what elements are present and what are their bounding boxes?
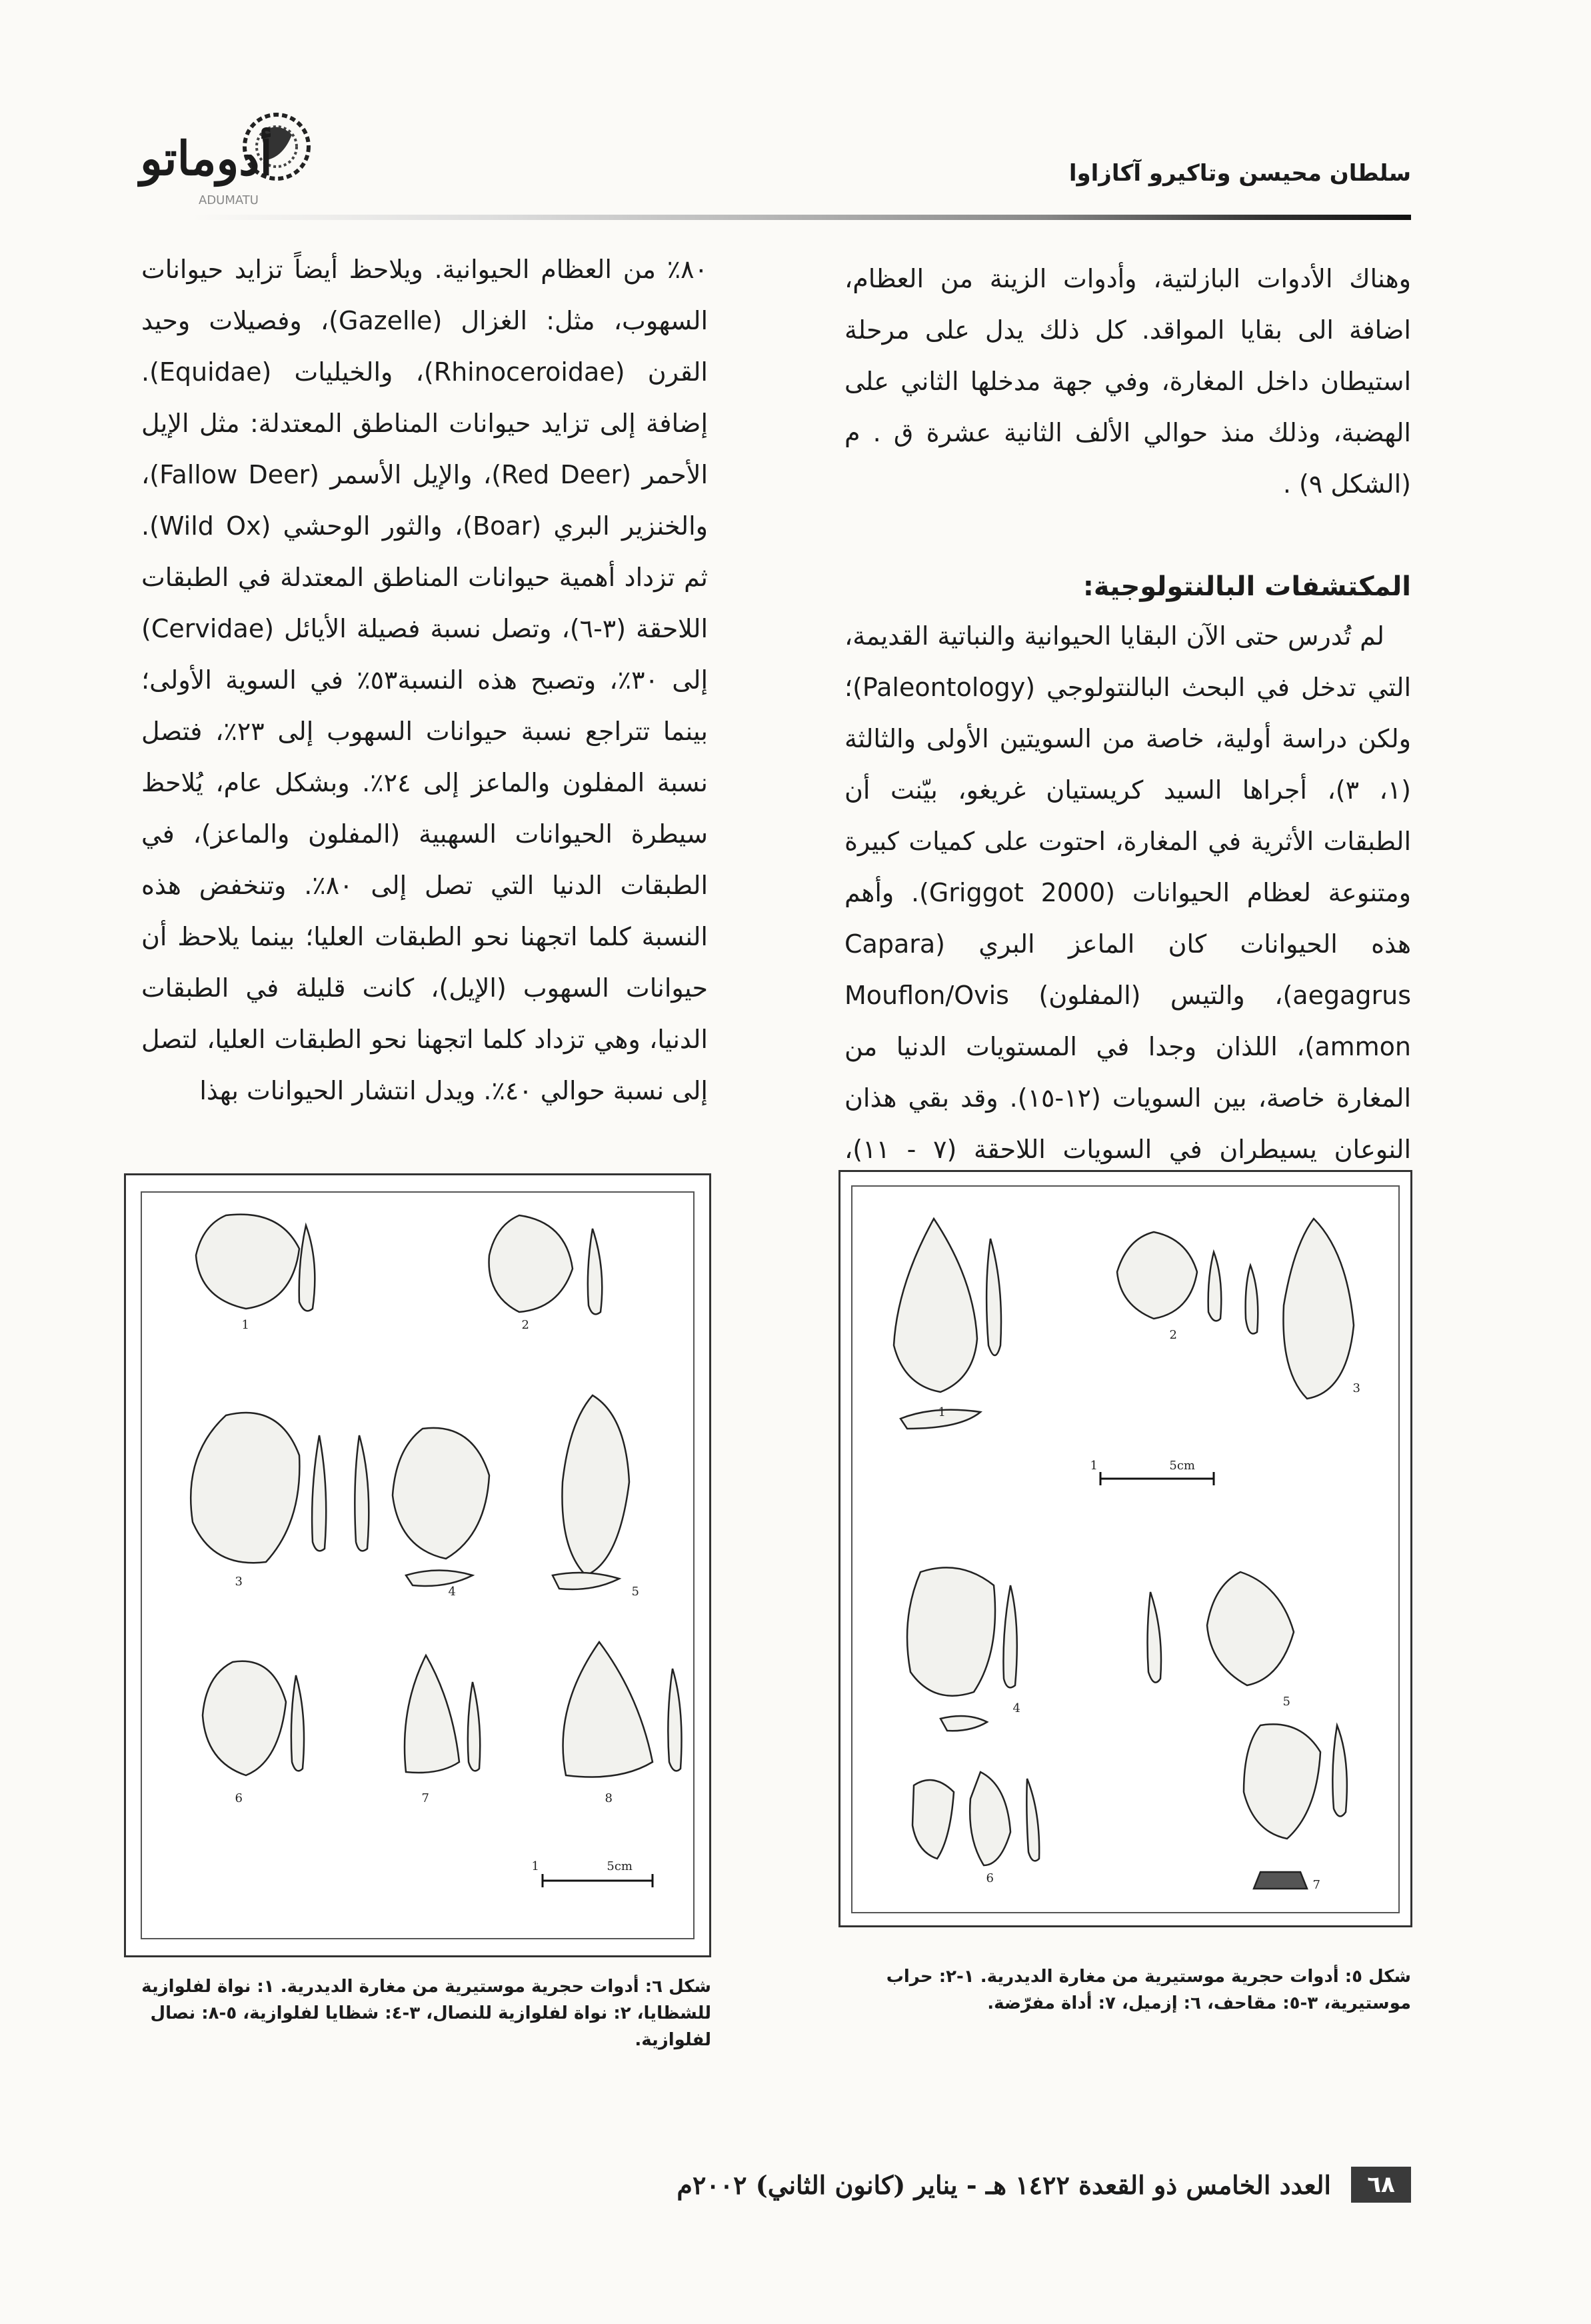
fig5-label-5: 5	[1282, 1695, 1290, 1709]
fig6-label-3: 3	[235, 1575, 243, 1589]
fig6-tool-8	[563, 1642, 653, 1777]
fig5-label-7: 7	[1312, 1878, 1320, 1892]
fig5-tool-4-section	[940, 1716, 987, 1731]
figure-5-drawing	[840, 1172, 1410, 1925]
fig6-label-2: 2	[521, 1318, 529, 1332]
fig6-tool-2-profile	[588, 1229, 602, 1314]
figure-6-caption: شكل ٦: أدوات حجرية موستيرية من مغارة الديدرية. ١: نواة لفلوازية للشظايا، ٢: نواة لفلوازية للنصال، ٣-٤: شظايا لفلوازية، ٥-٨: نصال لفلوازية.	[141, 1977, 711, 2050]
fig5-tool-6-profile	[1026, 1779, 1039, 1861]
fig5-tool-2-profile-b	[1246, 1265, 1258, 1334]
fig5-label-1: 1	[938, 1405, 946, 1419]
fig6-tool-6-profile	[291, 1675, 304, 1771]
fig5-tool-3	[1283, 1219, 1354, 1399]
fig5-tool-6-b	[970, 1772, 1010, 1865]
fig6-tool-4-profile	[355, 1435, 369, 1551]
authors-header: سلطان محيسن وتاكيرو آكازاوا	[1068, 160, 1411, 187]
figure-5-caption: شكل ٥: أدوات حجرية موستيرية من مغارة الديدرية. ١-٢: حراب موستيرية، ٣-٥: مقاحف، ٦: إزميل، ٧: أداة مفرّضة.	[886, 1967, 1411, 2013]
journal-logo-text: أدوماتو	[140, 131, 273, 186]
fig5-tool-7-profile	[1332, 1725, 1346, 1816]
fig6-label-7: 7	[421, 1791, 429, 1805]
fig6-tool-7-profile	[468, 1682, 480, 1771]
figure-5	[838, 1170, 1412, 1927]
figure-6	[124, 1173, 711, 1957]
fig5-tool-5-profile	[1148, 1592, 1161, 1683]
page-footer	[677, 2167, 1411, 2203]
intro-paragraph: وهناك الأدوات البازلتية، وأدوات الزينة من العظام، اضافة الى بقايا المواقد. كل ذلك يدل على مرحلة استيطان داخل المغارة، وفي جهة مدخلها الثاني على الهضبة، وذلك منذ حوالي الألف الثانية عشرة ق . م (الشكل ٩) .	[844, 264, 1411, 499]
fig6-scale-end: 5cm	[607, 1859, 633, 1873]
fig6-label-6: 6	[235, 1791, 243, 1805]
fig5-tool-2-profile	[1208, 1252, 1222, 1321]
header-rule	[191, 215, 1411, 220]
right-text-column	[844, 253, 1411, 1227]
left-text-column	[141, 244, 708, 1117]
page-number: ٦٨	[1351, 2167, 1411, 2203]
fig6-label-1: 1	[241, 1318, 249, 1332]
fig5-tool-5	[1207, 1572, 1294, 1685]
issue-line: العدد الخامس ذو القعدة ١٤٢٢ هـ - يناير (كانون الثاني) ٢٠٠٢م	[677, 2169, 1331, 2200]
fig6-tool-7	[405, 1655, 459, 1773]
fig5-tool-7	[1244, 1724, 1320, 1839]
fig5-label-2: 2	[1169, 1328, 1177, 1342]
fig6-tool-1-profile	[299, 1225, 315, 1311]
fig6-tool-8-profile	[668, 1669, 681, 1771]
journal-logo-sub: ADUMATU	[199, 193, 259, 207]
fig6-tool-1-core	[196, 1215, 299, 1309]
fig5-tool-1-point	[894, 1219, 977, 1392]
fig6-tool-3-profile	[312, 1435, 326, 1551]
fig5-scale-end: 5cm	[1169, 1459, 1195, 1473]
fig5-label-6: 6	[986, 1871, 994, 1885]
fig6-label-4: 4	[448, 1585, 456, 1599]
fig6-tool-5	[562, 1395, 629, 1575]
fig5-label-3: 3	[1352, 1381, 1360, 1395]
fig6-tool-6	[203, 1661, 286, 1775]
fig6-tool-3	[191, 1413, 299, 1563]
fig5-tool-7-section	[1254, 1872, 1307, 1889]
fig6-tool-2-core	[489, 1215, 573, 1312]
fig6-tool-4-section	[406, 1571, 473, 1587]
fig6-label-8: 8	[605, 1791, 613, 1805]
figure-6-drawing	[126, 1175, 709, 1955]
fig6-tool-4	[393, 1428, 489, 1559]
fig5-tool-2	[1117, 1232, 1197, 1319]
fig6-scale-start: 1	[531, 1859, 539, 1873]
fig5-tool-6	[912, 1780, 954, 1859]
fig5-tool-4-profile	[1003, 1585, 1016, 1687]
fig6-label-5: 5	[631, 1585, 639, 1599]
fig5-scale-start: 1	[1090, 1459, 1098, 1473]
fig5-tool-1-profile	[986, 1239, 1001, 1355]
fig5-tool-4	[907, 1567, 995, 1695]
left-paragraph: ٨٠٪ من العظام الحيوانية. ويلاحظ أيضاً تزايد حيوانات السهوب، مثل: الغزال (Gazelle)، وفصيلات وحيد القرن (Rhinoceroidae)، والخيليات (Equidae). إضافة إلى تزايد حيوانات المناطق المعتدلة: مثل الإيل الأحمر (Red Deer)، والإيل الأسمر (Fallow Deer)، والخنزير البري (Boar)، والثور الوحشي (Wild Ox). ثم تزداد أهمية حيوانات المناطق المعتدلة في الطبقات اللاحقة (٣-٦)، وتصل نسبة فصيلة الأيائل (Cervidae) إلى ٣٠٪، وتصبح هذه النسبة٥٣٪ في السوية الأولى؛ بينما تتراجع نسبة حيوانات السهوب إلى ٢٣٪، فتصل نسبة المفلون والماعز إلى ٢٤٪. وبشكل عام، يُلاحظ سيطرة الحيوانات السهبية (المفلون والماعز)، في الطبقات الدنيا التي تصل إلى ٨٠٪. وتنخفض هذه النسبة كلما اتجهنا نحو الطبقات العليا؛ بينما يلاحظ أن حيوانات السهوب (الإيل)، كانت قليلة في الطبقات الدنيا، وهي تزداد كلما اتجهنا نحو الطبقات العليا، لتصل إلى نسبة حوالي ٤٠٪. ويدل انتشار الحيوانات بهذا	[141, 255, 709, 1105]
section-title: المكتشفات البالنتولوجية:	[1082, 571, 1411, 602]
section-paragraph: لم تُدرس حتى الآن البقايا الحيوانية والنباتية القديمة، التي تدخل في البحث البالنتولوجي (Paleontology)؛ ولكن دراسة أولية، خاصة من السويتين الأولى والثالثة (١، ٣)، أجراها السيد كريستيان غريغو، بيّنت أن الطبقات الأثرية في المغارة، احتوت على كميات كبيرة ومتنوعة لعظام الحيوانات (Griggot 2000). وأهم هذه الحيوانات كان الماعز البري (Capara aegagrus)، والتيس (المفلون) Mouflon/Ovis ammon)، اللذان وجدا في المستويات الدنيا من المغارة خاصة، بين السويات (١٢-١٥). وقد بقي هذان النوعان يسيطران في السويات اللاحقة (٧ - ١١)،	[844, 621, 1412, 1164]
fig6-tool-5-section	[553, 1573, 619, 1589]
fig5-label-4: 4	[1012, 1701, 1020, 1715]
